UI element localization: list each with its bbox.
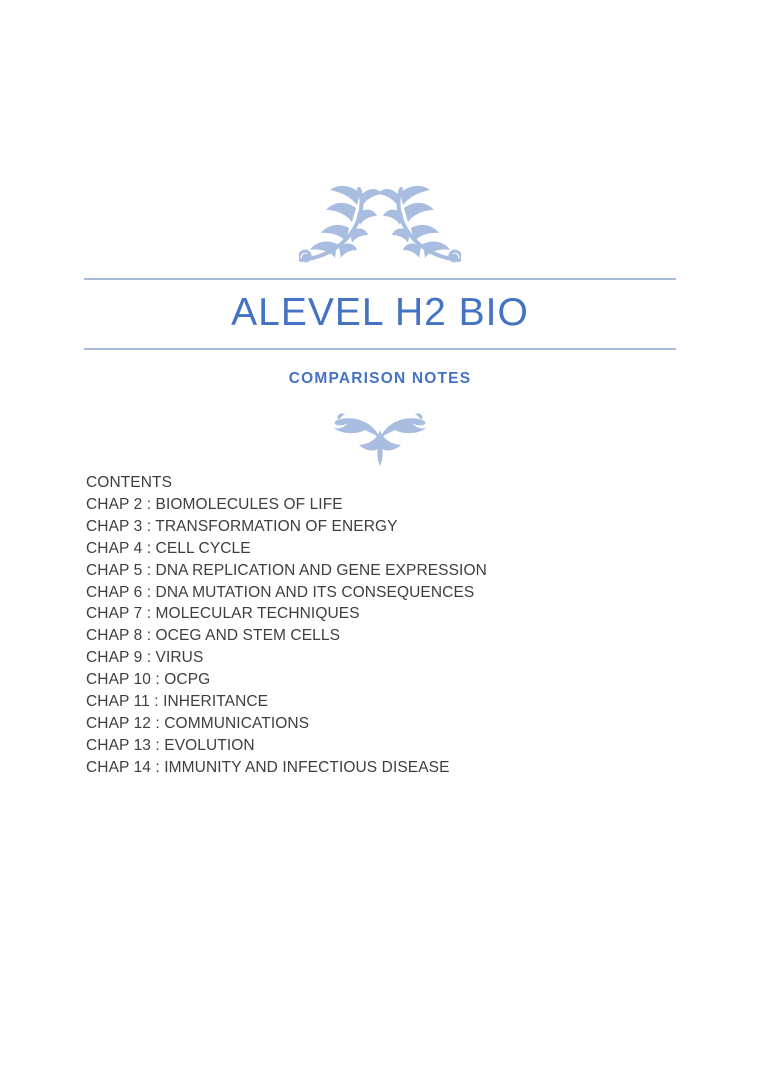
leaf-divider-icon	[332, 412, 428, 468]
contents-heading: CONTENTS	[86, 474, 173, 491]
contents-item: CHAP 14 : IMMUNITY AND INFECTIOUS DISEASE	[86, 758, 450, 776]
floral-flourish-icon	[299, 184, 461, 268]
page-title: ALEVEL H2 BIO	[231, 291, 529, 334]
contents-item: CHAP 9 : VIRUS	[86, 649, 204, 667]
contents-item: CHAP 12 : COMMUNICATIONS	[86, 714, 310, 732]
title-rule-top	[84, 278, 676, 280]
contents-item: CHAP 4 : CELL CYCLE	[86, 539, 251, 557]
contents-list	[86, 472, 700, 779]
contents-item: CHAP 3 : TRANSFORMATION OF ENERGY	[86, 517, 398, 535]
contents-item: CHAP 13 : EVOLUTION	[86, 736, 255, 754]
contents-item: CHAP 7 : MOLECULAR TECHNIQUES	[86, 605, 360, 623]
contents-item: CHAP 5 : DNA REPLICATION AND GENE EXPRESSION	[86, 561, 487, 579]
page-subtitle: COMPARISON NOTES	[288, 370, 472, 387]
contents-item: CHAP 11 : INHERITANCE	[86, 693, 269, 711]
contents-item: CHAP 10 : OCPG	[86, 671, 211, 689]
title-rule-bottom	[84, 348, 676, 350]
contents-item: CHAP 6 : DNA MUTATION AND ITS CONSEQUENCES	[86, 583, 475, 601]
contents-item: CHAP 2 : BIOMOLECULES OF LIFE	[86, 495, 343, 513]
contents-item: CHAP 8 : OCEG AND STEM CELLS	[86, 627, 341, 645]
